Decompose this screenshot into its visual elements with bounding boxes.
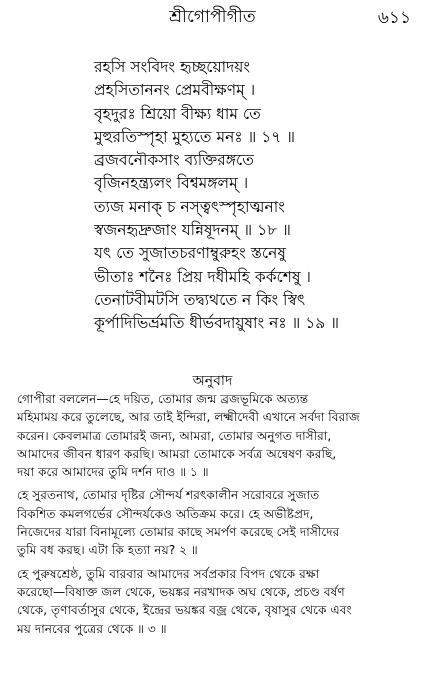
translation-line: হে পুরুষশ্রেষ্ঠ, তুমি বারবার আমাদের সর্বপ্রকার বিপদ থেকে রক্ষা <box>17 566 320 581</box>
translation-line: নিজেদের যারা বিনামূল্যে তোমার কাছে সমর্পণ করেছে সেই দাসীদের <box>17 525 340 540</box>
translation-line: করেন। কেবলমাত্র তোমারই জন্য, আমরা, তোমার অনুগত দাসীরা, <box>17 428 332 443</box>
running-title: শ্রীগোপীগীত <box>169 7 256 27</box>
translation-paragraph <box>17 390 418 481</box>
page-header <box>0 4 425 30</box>
verse-line: বৃহদুরঃ শ্রিয়ো বীক্ষ্য ধাম তে <box>94 104 261 123</box>
translation-line: থেকে, তৃণাবর্তাসুর থেকে, ইন্দ্রের ভয়ঙ্কর বজ্র থেকে, বৃষাসুর থেকে এবং <box>17 603 352 618</box>
verse-line: যৎ তে সুজাতচরণাম্বুরুহং স্তনেষু <box>94 244 286 263</box>
verse-line: তেনাটবীমটসি তদ্ব্যথতে ন কিং স্বিৎ <box>94 290 306 309</box>
verse-line: ব্রজবনৌকসাং ব্যক্তিরঙ্গতে <box>94 151 254 170</box>
verse-line: মুহুরতিস্পৃহা মুহ্যতে মনঃ ॥ ১৭ ॥ <box>94 127 296 146</box>
translation-line: ময় দানবের পুত্রের থেকে ॥ ৩ ॥ <box>17 621 167 636</box>
translation-line: হে সুরতনাথ, তোমার দৃষ্টির সৌন্দর্য শরৎকালীন সরোবরে সুজাত <box>17 488 320 503</box>
verse-line: ভীতাঃ শনৈঃ প্রিয় দধীমহি কর্কশেষু । <box>94 267 311 286</box>
translation-paragraph <box>17 565 418 638</box>
verse-line: ত্যজ মনাক্‌ চ নস্ত্বৎস্পৃহাত্মনাং <box>94 197 285 216</box>
translation-line: আমাদের জীবন ধারণ করছি। আমরা তোমাকে সর্বত্র অন্বেষণ করছি, <box>17 446 337 461</box>
translation-paragraph <box>17 486 418 559</box>
verse-line: রহসি সংবিদং হৃচ্ছয়োদয়ং <box>94 58 251 76</box>
translation-line: মহিমাময় করে তুলেছে, আর তাই ইন্দিরা, লক্ষ্মীদেবী এখানে সর্বদা বিরাজ <box>17 410 360 425</box>
translation-line: দয়া করে আমাদের তুমি দর্শন দাও ॥ ১ ॥ <box>17 465 209 480</box>
translation-heading: অনুবাদ <box>192 373 233 389</box>
translation-line: গোপীরা বললেন—হে দয়িত, তোমার জন্ম ব্রজভূমিকে অত্যন্ত <box>17 392 309 406</box>
translation-line: করেছো—বিষাক্ত জল থেকে, ভয়ঙ্কর নরখাদক অঘ থেকে, প্রচণ্ড বর্ষণ <box>17 584 345 599</box>
verse-line: কূর্পাদিভির্ভ্রমতি ধীর্ভবদায়ুষাং নঃ ॥ ১৯ ॥ <box>94 314 340 333</box>
translation-line: বিকশিত কমলগর্ভের সৌন্দর্যকেও অতিক্রম করে। হে অভীষ্টপ্রদ, <box>17 506 314 521</box>
translation-body <box>17 390 418 643</box>
verse-line: বৃজিনহন্ত্র্যলং বিশ্বমঙ্গলম্ । <box>94 174 249 193</box>
verse-line: প্রহসিতাননং প্রেমবীক্ষণম্ । <box>94 81 256 100</box>
translation-line: তুমি বধ করছ। এটা কি হত্যা নয়? ২ ॥ <box>17 543 198 558</box>
verse-block <box>94 56 420 336</box>
page-number: ৬১১ <box>377 8 411 28</box>
verse-line: স্বজনহৃদ্রুজাং যন্নিষূদনম্ ॥ ১৮ ॥ <box>94 221 291 240</box>
